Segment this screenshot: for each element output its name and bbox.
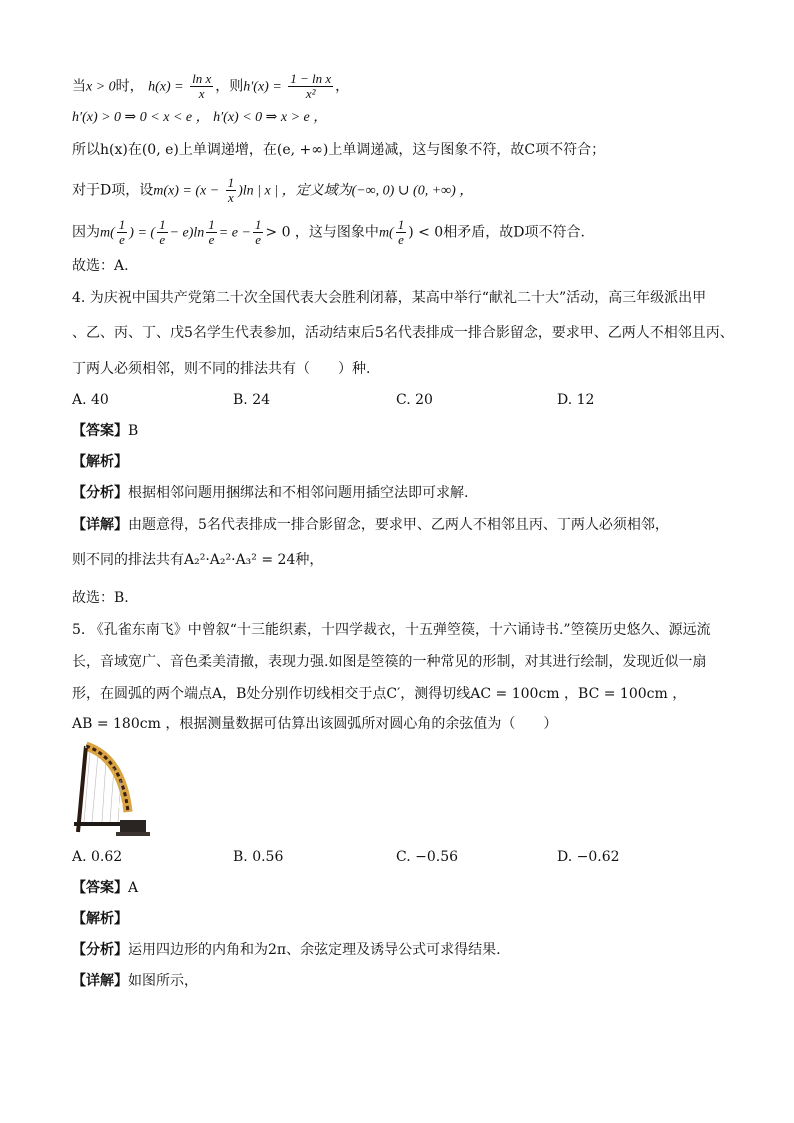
text-line-h-def bbox=[72, 72, 349, 101]
math: − e)ln bbox=[169, 225, 205, 241]
detail-text: 由题意得，5名代表排成一排合影留念，要求甲、乙两人不相邻且丙、丁两人必须相邻， bbox=[128, 517, 669, 533]
detail-tag: 【详解】 bbox=[72, 517, 128, 533]
math: m( bbox=[100, 225, 115, 241]
q5-option-a: A. 0.62 bbox=[72, 849, 123, 865]
text-line-d-option bbox=[72, 176, 473, 205]
numerator: 1 bbox=[159, 217, 166, 232]
harp-stand-foot bbox=[116, 832, 150, 836]
q4-option-d: D. 12 bbox=[557, 392, 595, 408]
q5-option-b: B. 0.56 bbox=[233, 849, 284, 865]
q4-choose: 故选：B. bbox=[72, 590, 129, 606]
q4-option-b: B. 24 bbox=[233, 392, 271, 408]
figure-label-a: A bbox=[82, 741, 87, 750]
q5-detail-1 bbox=[72, 971, 198, 991]
text: 对于D项，设 bbox=[72, 182, 154, 199]
fraction bbox=[157, 218, 168, 247]
denominator: e bbox=[208, 232, 215, 247]
denominator: e bbox=[255, 232, 262, 247]
fraction bbox=[190, 72, 213, 101]
q5-analysis-tag: 【解析】 bbox=[72, 911, 128, 927]
denominator: x bbox=[227, 190, 234, 205]
q5-option-d: D. −0.62 bbox=[557, 849, 620, 865]
fenxi-text: 运用四边形的内角和为2π、余弦定理及诱导公式可求得结果. bbox=[128, 942, 501, 958]
detail-text: 如图所示， bbox=[128, 973, 198, 989]
numerator: 1 bbox=[227, 175, 235, 190]
text: 当 bbox=[72, 78, 86, 95]
text: 因为 bbox=[72, 224, 100, 241]
math: m(x) = (x − bbox=[153, 183, 220, 199]
harp-string bbox=[110, 768, 114, 822]
q4-option-c: C. 20 bbox=[396, 392, 433, 408]
q4-stem-line-1: 4. 为庆祝中国共产党第二十次全国代表大会胜利闭幕，某高中举行“献礼二十大”活动，高三年级派出甲 bbox=[72, 290, 707, 306]
numerator: 1 bbox=[208, 217, 215, 232]
q4-option-a: A. 40 bbox=[72, 392, 109, 408]
text: > 0 ，这与图象中 bbox=[265, 224, 379, 241]
text-line-contradiction bbox=[72, 218, 585, 247]
q4-detail-2: 则不同的排法共有A₂²·A₂²·A₃² = 24种， bbox=[72, 552, 324, 568]
konghou-harp-figure bbox=[72, 738, 152, 840]
denominator: x bbox=[198, 86, 205, 101]
text: ， bbox=[335, 78, 350, 95]
answer-tag: 【答案】 bbox=[72, 880, 128, 896]
math: m( bbox=[378, 225, 394, 241]
fraction bbox=[117, 218, 128, 247]
denominator: e bbox=[159, 232, 166, 247]
q4-detail-1 bbox=[72, 515, 669, 535]
q4-stem-line-3: 丁两人必须相邻，则不同的排法共有（ ）种. bbox=[72, 361, 371, 377]
text: 时， bbox=[115, 78, 144, 95]
math: x > 0 bbox=[86, 79, 116, 95]
q4-stem-line-2: 、乙、丙、丁、戊5名学生代表参加，活动结束后5名代表排成一排合影留念，要求甲、乙两人不相邻且丙、 bbox=[72, 325, 734, 341]
answer-value: A bbox=[128, 880, 139, 896]
fraction bbox=[253, 218, 264, 247]
fenxi-tag: 【分析】 bbox=[72, 485, 128, 501]
q4-analysis-tag: 【解析】 bbox=[72, 454, 128, 470]
text: ) < 0相矛盾，故D项不符合. bbox=[408, 224, 585, 241]
q5-stem-line-2: 长，音域宽广、音色柔美清撤，表现力强.如图是箜篌的一种常见的形制，对其进行绘制，发现近似一扇 bbox=[72, 654, 707, 670]
denominator: x² bbox=[305, 86, 316, 101]
fraction bbox=[206, 218, 217, 247]
text-line-derivative-sign: h′(x) > 0 ⇒ 0 < x < e ， h′(x) < 0 ⇒ x > e ， bbox=[72, 110, 328, 125]
numerator: 1 − ln x bbox=[290, 71, 332, 86]
math: h(x) = bbox=[148, 79, 184, 95]
q5-stem-line-1: 5. 《孔雀东南飞》中曾叙“十三能织素，十四学裁衣，十五弹箜篌，十六诵诗书.”箜篌历史悠久、源远流 bbox=[72, 622, 711, 638]
fenxi-text: 根据相邻问题用捆绑法和不相邻问题用插空法即可求解. bbox=[128, 485, 469, 501]
fraction bbox=[226, 176, 237, 205]
q4-answer bbox=[72, 421, 138, 441]
q5-option-c: C. −0.56 bbox=[396, 849, 459, 865]
denominator: e bbox=[119, 232, 125, 247]
detail-tag: 【详解】 bbox=[72, 973, 128, 989]
figure-label-b: B bbox=[118, 801, 123, 810]
math: h′(x) = bbox=[243, 79, 282, 95]
q4-fenxi bbox=[72, 483, 468, 503]
fenxi-tag: 【分析】 bbox=[72, 942, 128, 958]
q5-stem-line-3: 形，在圆弧的两个端点A，B处分别作切线相交于点C′，测得切线AC = 100cm ，BC = 100cm ， bbox=[72, 686, 687, 702]
q5-stem-line-4: AB = 180cm ，根据测量数据可估算出该圆弧所对圆心角的余弦值为（ ） bbox=[72, 716, 558, 732]
numerator: 1 bbox=[397, 217, 405, 232]
answer-value: B bbox=[128, 423, 139, 439]
q5-answer bbox=[72, 878, 138, 898]
harp-pillar bbox=[78, 746, 86, 832]
text: ，则 bbox=[215, 78, 244, 95]
q5-fenxi bbox=[72, 940, 501, 960]
denominator: e bbox=[398, 232, 404, 247]
harp-string bbox=[102, 760, 106, 822]
fraction bbox=[396, 218, 407, 247]
math: ) = ( bbox=[129, 225, 156, 241]
answer-tag: 【答案】 bbox=[72, 423, 128, 439]
math: )ln | x | ，定义域为(−∞, 0) ∪ (0, +∞) ， bbox=[238, 183, 474, 199]
numerator: 1 bbox=[118, 217, 126, 232]
numerator: 1 bbox=[254, 217, 262, 232]
harp-stand bbox=[120, 820, 146, 834]
harp-string bbox=[92, 754, 98, 822]
numerator: ln x bbox=[192, 71, 212, 86]
text-line-monotonic: 所以h(x)在(0, e)上单调递增，在(e, +∞)上单调递减，这与图象不符，故C项不符合； bbox=[72, 142, 606, 158]
text-line-choose-a: 故选：A. bbox=[72, 258, 129, 274]
fraction bbox=[288, 72, 333, 101]
math: = e − bbox=[218, 225, 251, 241]
